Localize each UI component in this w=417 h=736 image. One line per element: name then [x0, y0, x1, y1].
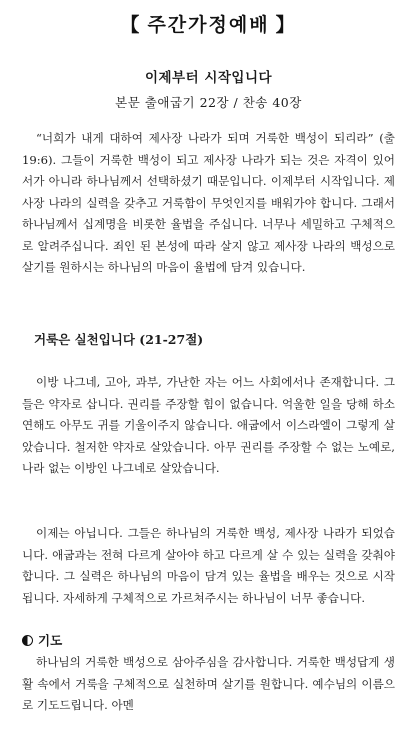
- paragraph-body-2: 이제는 아닙니다. 그들은 하나님의 거룩한 백성, 제사장 나라가 되었습니다. 애굽과는 전혀 다르게 살아야 하고 다르게 살 수 있는 실력을 갖춰야 합니다. 그 실력은 하나님의 마음이 담겨 있는 율법을 배우는 것으로 시작됩니다. 자세하게 구체적으로 가르쳐주시는 하나님이 너무 좋습니다.: [22, 526, 395, 605]
- prayer-heading-label: 기도: [38, 633, 63, 648]
- header-bracket-right: 】: [275, 14, 297, 36]
- scripture-reference: 본문 출애굽기 22장 / 찬송 40장: [115, 95, 302, 110]
- prayer-heading: [22, 631, 62, 649]
- paragraph-prayer: 하나님의 거룩한 백성으로 삼아주심을 감사합니다. 거룩한 백성답게 생활 속에서 거룩을 구체적으로 실천하며 살기를 원합니다. 예수님의 이름으로 기도드립니다. 아멘: [22, 655, 395, 712]
- paragraph-intro: “너희가 내게 대하여 제사장 나라가 되며 거룩한 백성이 되리라” (출 19:6). 그들이 거룩한 백성이 되고 제사장 나라가 되는 것은 자격이 있어서가 아니라 하나님께서 선택하셨기 때문입니다. 이제부터 시작입니다. 제사장 나라의 실력을 갖추고 거룩함이 무엇인지를 배워가야 합니다. 그래서 하나님께서 십계명을 비롯한 율법을 주십니다. 너무나 세밀하고 구체적으로 알려주십니다. 죄인 된 본성에 따라 살지 않고 제사장 나라의 백성으로 살기를 원하시는 하나님의 마음이 율법에 담겨 있습니다.: [22, 131, 395, 274]
- header-bracket-left: 【: [120, 14, 142, 36]
- sermon-title: 이제부터 시작입니다: [144, 70, 273, 86]
- half-circle-bullet-icon: [22, 635, 33, 646]
- paragraph-body-1: 이방 나그네, 고아, 과부, 가난한 자는 어느 사회에서나 존재합니다. 그들은 약자로 삽니다. 권리를 주장할 힘이 없습니다. 억울한 일을 당해 하소연해도 아무도 귀를 기울이주지 않습니다. 애굽에서 이스라엘이 그렇게 살았습니다. 철저한 약자로 살았습니다. 아무 권리를 주장할 수 없는 노예로, 나라 없는 이방인 나그네로 살았습니다.: [22, 375, 395, 475]
- section-title: 거룩은 실천입니다 (21-27절): [34, 332, 204, 347]
- page-header: [0, 10, 417, 37]
- header-title: 주간가정예배: [147, 14, 270, 36]
